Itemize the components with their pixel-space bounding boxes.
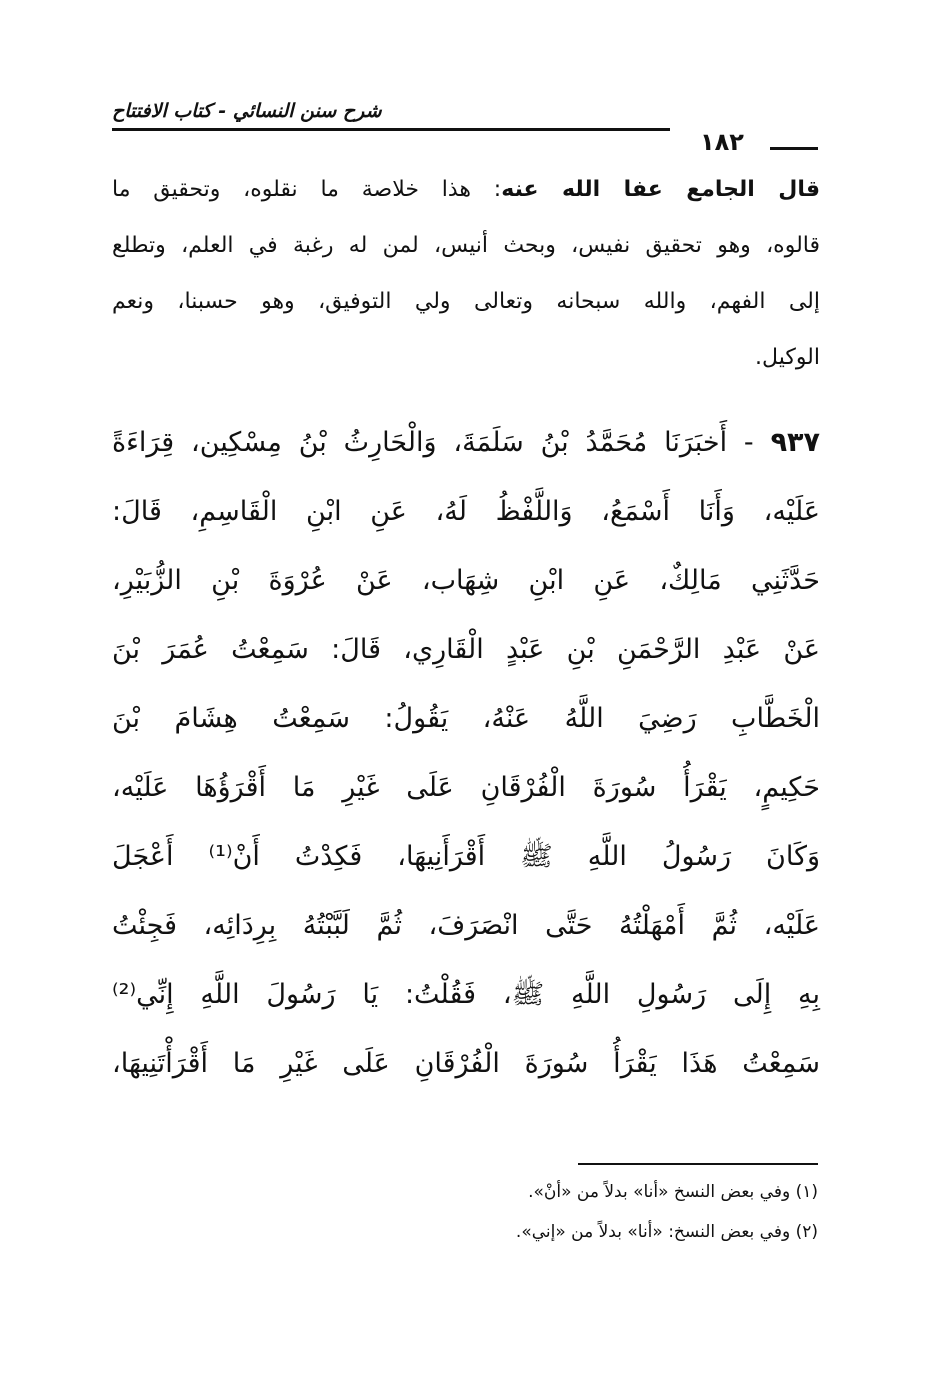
line-text: : هذا خلاصة ما نقلوه، وتحقيق ما [112,177,502,202]
commentary-paragraph [112,162,820,386]
paragraph-line: سَمِعْتُ هَذَا يَقْرَأُ سُورَةَ الْفُرْقَانِ عَلَى غَيْرِ مَا أَقْرَأْتَنِيهَا، [112,1048,820,1079]
paragraph-line: الوكيل. [755,345,820,370]
paragraph-line: عَنْ عَبْدِ الرَّحْمَنِ بْنِ عَبْدٍ الْقَارِي، قَالَ: سَمِعْتُ عُمَرَ بْنَ [112,634,820,665]
footnote-separator [578,1163,818,1165]
line-text: - أَخبَرَنَا مُحَمَّدُ بْنُ سَلَمَةَ، وَالْحَارِثُ بْنُ مِسْكِين، قِرَاءَةً [112,427,754,458]
page-number-dash [770,147,818,150]
paragraph-line: الْخَطَّابِ رَضِيَ اللَّهُ عَنْهُ، يَقُولُ: سَمِعْتُ هِشَامَ بْنَ [112,703,820,734]
footnote: (٢) وفي بعض النسخ: «أنا» بدلاً من «إني». [515,1222,818,1242]
hadith-paragraph [112,408,820,1098]
footnotes [300,1172,818,1252]
paragraph-line [112,408,820,477]
paragraph-line: قالوه، وهو تحقيق نفيس، وبحث أنيس، لمن له رغبة في العلم، وتطلع [112,233,820,258]
page-number: ١٨٢ [700,128,744,156]
paragraph-line: حَدَّثَنِي مَالِكٌ، عَنِ ابْنِ شِهَاب، عَنْ عُرْوَةَ بْنِ الزُّبَيْرِ، [112,565,820,596]
paragraph-line: عَلَيْه، ثُمَّ أَمْهَلْتُهُ حَتَّى انْصَرَفَ، ثُمَّ لَبَّبْتُهُ بِرِدَائِه، فَجِئْتُ [112,910,820,941]
paragraph-line [112,162,820,218]
footnote: (١) وفي بعض النسخ «أنا» بدلاً من «أنْ». [528,1182,818,1202]
paragraph-line: وَكَانَ رَسُولُ اللَّهِ ﷺ أَقْرَأَنِيهَا، فَكِدْتُ أَنْ⁽¹⁾ أَعْجَلَ [112,841,820,872]
hadith-number: ٩٣٧ [770,427,821,458]
author-heading: قال الجامع عفا الله عنه [501,177,821,202]
header-rule [112,128,670,131]
paragraph-line: بِهِ إِلَى رَسُولِ اللَّهِ ﷺ، فَقُلْتُ: يَا رَسُولَ اللَّهِ إِنِّي⁽²⁾ [112,979,820,1010]
paragraph-line: حَكِيمٍ، يَقْرَأُ سُورَةَ الْفُرْقَانِ عَلَى غَيْرِ مَا أَقْرَؤُهَا عَلَيْه، [112,772,820,803]
paragraph-line: عَلَيْه، وَأَنَا أَسْمَعُ، وَاللَّفْظُ لَهُ، عَنِ ابْنِ الْقَاسِمِ، قَالَ: [112,496,820,527]
running-title: شرح سنن النسائي - كتاب الافتتاح [112,100,382,122]
paragraph-line: إلى الفهم، والله سبحانه وتعالى ولي التوفيق، وهو حسبنا، ونعم [112,289,820,314]
